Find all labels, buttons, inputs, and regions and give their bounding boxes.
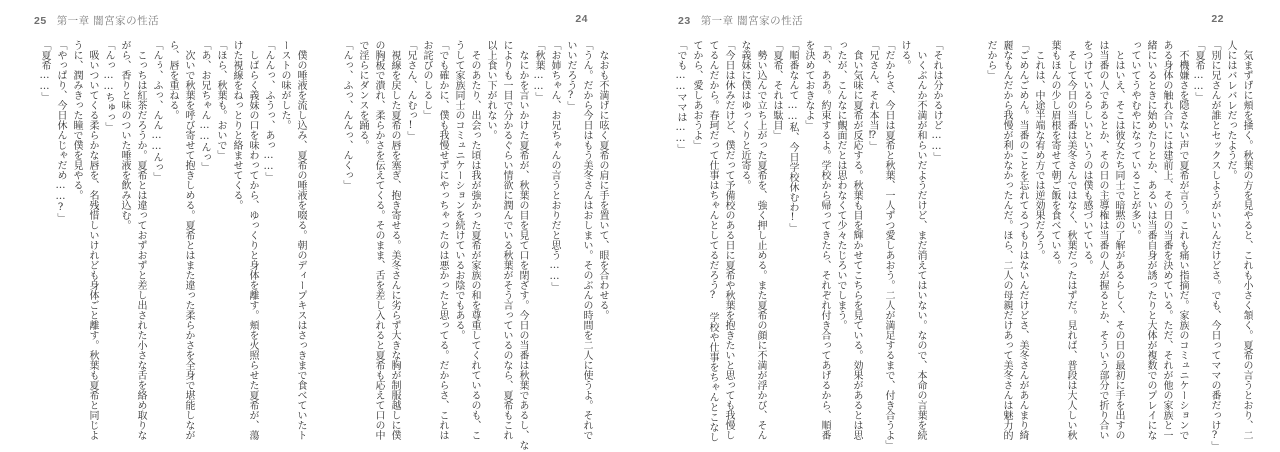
page-header — [575, 13, 588, 25]
text-column: 「兄さん、んむっ!」 — [405, 40, 416, 141]
text-column: 「順番なんて……私、今日学校休むわ!」 — [787, 40, 798, 233]
text-column: てから、愛しあおうよ」 — [691, 40, 702, 150]
page-number: 23 — [678, 15, 691, 27]
text-column: 人にはバレバレだったようだ。 — [1225, 40, 1236, 180]
text-column: とはいえ、そこは彼女たち同士で暗黙の了解があるらしく、その日の最初に手を出すの — [1113, 50, 1124, 440]
text-column: 「夏希、それは駄目」 — [771, 40, 782, 140]
text-column: ける。 — [899, 40, 910, 70]
text-column: 「うん。だから今日はもう美冬さんはおしまい。そのぶんの時間を二人に使うよ。それで — [581, 40, 592, 440]
text-column: うに、潤みきった瞳で僕を見やる。 — [71, 40, 82, 200]
text-column: なおも不満げに呟く夏希の肩に手を置いて、眼を合わせる。 — [597, 50, 608, 320]
text-column: しばらく義妹の口を味わってから、ゆっくりと身体を離す。頬を火照らせた夏希が、蕩 — [247, 50, 258, 440]
text-column: うして家族同士のコミュニケーションを続けているお陰でもある。 — [453, 40, 464, 340]
text-column: 「でも……ママは……」 — [675, 40, 686, 154]
text-column: お詫びのしるし」 — [421, 40, 432, 120]
text-column: 「ごめんごめん。当番のことを忘れてるつもりはないんだけどさ、美冬さんがあんまり綺 — [1017, 40, 1028, 440]
text-column: 「んんっ、ふうっ、あっ……」 — [263, 40, 274, 182]
text-column: 「んぅ、ふっ、んん……んっ」 — [151, 40, 162, 182]
page-text — [36, 40, 308, 452]
text-column: 「それは分かるけど……」 — [931, 40, 942, 162]
text-column: 以上食い下がれない。 — [485, 40, 496, 140]
page-header — [34, 13, 159, 28]
text-column: こっちは紅茶だろうか。夏希とは違っておずおずと差し出された小さな舌を絡め取りな — [135, 50, 146, 440]
page-header — [678, 13, 803, 28]
text-column: 「お姉ちゃん、お兄ちゃんの言うとおりだと思う……」 — [549, 40, 560, 292]
text-column: で淫らにダンスを踊る。 — [357, 40, 368, 150]
text-column: いいだろう?」 — [565, 40, 576, 111]
text-column: な義妹に僕はゆっくりと近寄る。 — [739, 40, 750, 190]
page-number: 24 — [575, 13, 588, 25]
text-column: 気まずげに頬を掻く。秋葉の方を見やると、これも小さく頷く。夏希の言うとおり、二 — [1241, 50, 1252, 440]
page-24 — [328, 0, 610, 451]
text-column: の胸板で潰れ、柔らかさを伝えてくる。そのまま、舌を差し入れると夏希も応えて口の中 — [373, 40, 384, 440]
text-column: 「あ、お兄ちゃん……んっ」 — [199, 40, 210, 172]
text-column: いくぶんか不満が和らいだようだけど、まだ消えてはいない。なので、本命の言葉を続 — [915, 50, 926, 440]
text-column: だから」 — [985, 40, 996, 80]
text-column: ある身体の触れ合いには建前上、その日の当番を決めている。ただ、それが他の家族と一 — [1161, 40, 1172, 440]
text-column: 緒にいるときに始めたりとか、あるいは当番自身が誘ったりと大体が複数でのプレイにな — [1145, 40, 1156, 440]
text-column: 「んっ……ちゅっ」 — [103, 40, 114, 132]
text-column: 「あ、ああ。約束するよ。学校から帰ってきたら、それぞれ付き合ってあげるから、順番 — [819, 40, 830, 440]
page-header — [1211, 13, 1224, 25]
text-column: 「兄さん、それ本当⁉」 — [867, 40, 878, 151]
text-column: 僕の唾液を流し込み、夏希の唾液を啜る。朝のディープキスはさっきまで食べていたト — [295, 50, 306, 440]
text-column: 「今日は休みだけど、僕だって予備校のある日に夏希や秋葉を抱きたいと思っても我慢し — [723, 40, 734, 440]
page-25 — [26, 0, 308, 451]
text-column: そのあたり、出会った頃は我が強かった夏希が家族の和を尊重してくれているのも、こ — [469, 50, 480, 440]
text-column: をつけているらしいというのは僕も感づいている。 — [1081, 40, 1092, 270]
text-column: なにかを言いかけた夏希が、秋葉の目を見て口を閉ざす。今日の当番は秋葉であるし、な — [517, 50, 528, 450]
text-column: 「別に兄さんが誰とセックスしようがいいんだけどさ。でも、今日ってママの番だっけ?」 — [1209, 40, 1220, 451]
text-column: 「やっぱり、今日休んじゃだめ……?」 — [55, 40, 66, 223]
text-column: 「ほら、秋葉も。おいで」 — [215, 40, 226, 160]
text-column: は当番の人であるとか、その日の主導権は当番の人が握るとか、そういう部分で折り合い — [1097, 40, 1108, 440]
text-column: ら、唇を重ねる。 — [167, 40, 178, 120]
page-23 — [662, 0, 944, 451]
page-text — [338, 40, 610, 452]
text-column: けた視線をねっとりと絡ませてくる。 — [231, 40, 242, 210]
text-column: これは、中途半端な宥め方では逆効果だろう。 — [1033, 50, 1044, 260]
text-column: 「だからさ、今日は夏希と秋葉、一人ずつ愛しあおう。二人が満足するまで、付き合うよ」 — [883, 40, 894, 450]
text-column: てるんだから。春珂だって仕事はちゃんとしてるだろう? 学校や仕事をちゃんとこなし — [707, 40, 718, 442]
text-column: 麗なもんだから我慢が利かなかったんだ。ほら、二人の母親だけあって美冬さんは魅力的 — [1001, 40, 1012, 440]
text-column: 勢い込んで立ち上がった夏希を、強く押し止める。また夏希の顔に不満が浮かび、そん — [755, 50, 766, 440]
text-column: 「夏希……」 — [1193, 40, 1204, 102]
text-column: 不機嫌さを隠さない声で夏希が言う。これも痛い指摘だ。家族のコミュニケーションで — [1177, 50, 1188, 440]
text-column: 吸いついてくる柔らかな唇を、名残惜しいけれども身体ごと離す。秋葉も夏希と同じよ — [87, 50, 98, 440]
text-column: 「でも確かに、僕も我慢せずにやっちゃったのは悪かったと思ってる。だからさ、これは — [437, 40, 448, 440]
text-column: っていてうやむやになっていることが多い。 — [1129, 40, 1140, 240]
text-column: によりも一目で分かるぐらい情欲に潤んでいる秋葉がそう言っているのなら、夏希もこれ — [501, 40, 512, 440]
text-column: ーストの味がした。 — [279, 40, 290, 130]
page-22 — [972, 0, 1254, 451]
page-text — [982, 40, 1254, 452]
text-column: 葉もほんの少し眉根を寄せて朝ご飯を食べている。 — [1049, 40, 1060, 270]
text-column: 視線を戻した夏希の唇を塞ぎ、抱き寄せる。美冬さんに劣らず大きな胸が制服越しに僕 — [389, 50, 400, 440]
page-number: 22 — [1211, 13, 1224, 25]
page-text — [672, 40, 944, 452]
text-column: がら、香りと味のついた唾液を飲み込む。 — [119, 40, 130, 230]
text-column: を決めておきなよ」 — [803, 40, 814, 130]
text-column: 「夏希……」 — [39, 40, 50, 102]
page-number: 25 — [34, 15, 47, 27]
chapter-title: 第一章 闇宮家の性活 — [56, 15, 160, 27]
text-column: そして今日の当番は美冬さんではなく、秋葉だったはずだ。見れば、普段は大人しい秋 — [1065, 50, 1076, 440]
text-column: 「んっ、ふっ、んんっ、んくっ」 — [341, 40, 352, 190]
text-column: 食い気味に夏希が反応する。秋葉も目を輝かせてこちらを見ている。効果があるとは思 — [851, 50, 862, 440]
chapter-title: 第一章 闇宮家の性活 — [700, 15, 804, 27]
text-column: 「秋葉……」 — [533, 40, 544, 102]
text-column: ったが、こんなに覿面だとは思わなくて少々たじろいでしまう。 — [835, 40, 846, 330]
text-column: 次いで秋葉を呼び寄せて抱きしめる。夏希とはまた違った柔らかさを全身で堪能しなが — [183, 50, 194, 440]
